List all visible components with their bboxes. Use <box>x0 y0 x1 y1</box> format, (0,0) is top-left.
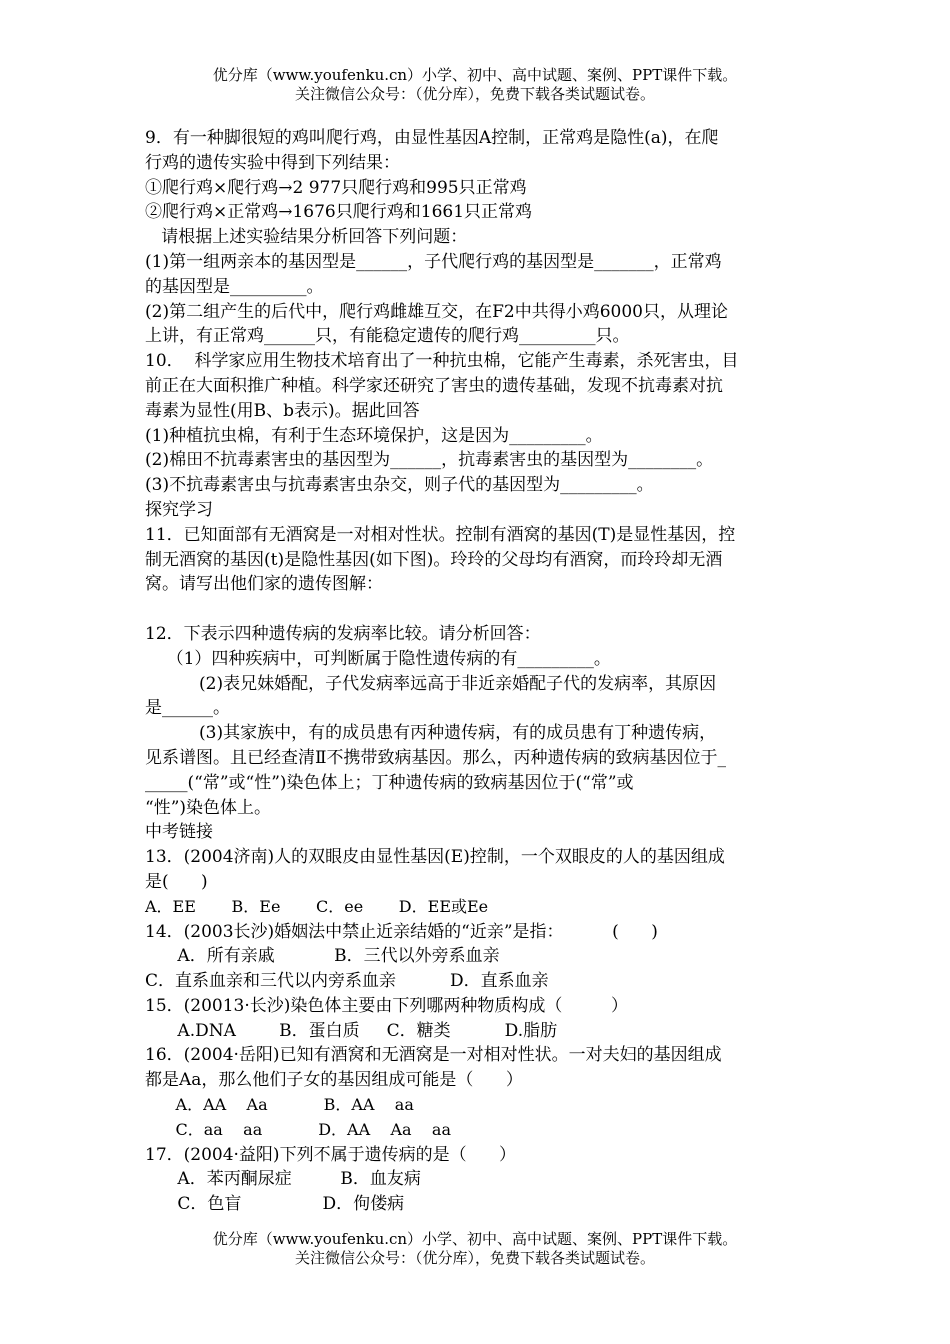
question-15 <box>145 994 810 1044</box>
q12-line: (3)其家族中，有的成员患有丙种遗传病，有的成员患有丁种遗传病， <box>145 723 717 744</box>
q11-line: 窝。请写出他们家的遗传图解： <box>145 574 383 595</box>
q12-line: (2)表兄妹婚配，子代发病率远高于非近亲婚配子代的发病率，其原因 <box>145 673 717 694</box>
header-line-2: 关注微信公众号：（优分库），免费下载各类试题试卷。 <box>294 85 655 103</box>
q14-options: C．直系血亲和三代以内旁系血亲 D．直系血亲 <box>145 971 549 992</box>
question-13 <box>145 845 810 919</box>
q13-options: A．EE B．Ee C．ee D．EE或Ee <box>145 896 489 916</box>
q12-line: “性”)染色体上。 <box>145 797 272 818</box>
q15-options: A.DNA B．蛋白质 C．糖类 D.脂肪 <box>145 1020 558 1041</box>
header-line-1: 优分库（www.youfenku.cn）小学、初中、高中试题、案例、PPT课件下载。 <box>212 66 738 84</box>
q16-options: A．AA Aa B．AA aa <box>145 1095 414 1115</box>
q15-line: 15．(20013·长沙)染色体主要由下列哪两种物质构成（ ） <box>145 995 629 1016</box>
q9-line: ②爬行鸡×正常鸡→1676只爬行鸡和1661只正常鸡 <box>145 202 533 223</box>
question-16 <box>145 1043 810 1142</box>
section-heading-exam: 中考链接 <box>145 822 213 843</box>
page-header <box>0 66 950 104</box>
q16-line: 都是Aa，那么他们子女的基因组成可能是（ ） <box>145 1070 523 1091</box>
q11-line: 11．已知面部有无酒窝是一对相对性状。控制有酒窝的基因(T)是显性基因，控 <box>145 524 736 545</box>
q10-line: (3)不抗毒素害虫与抗毒素害虫杂交，则子代的基因型为_________。 <box>145 475 654 496</box>
q17-options: A．苯丙酮尿症 B．血友病 <box>145 1169 421 1190</box>
section-heading-explore: 探究学习 <box>145 499 213 520</box>
q16-options: C．aa aa D．AA Aa aa <box>145 1119 452 1139</box>
q10-line: (1)种植抗虫棉，有利于生态环境保护，这是因为_________。 <box>145 425 603 446</box>
footer-line-2: 关注微信公众号：（优分库），免费下载各类试题试卷。 <box>294 1249 655 1267</box>
q12-line: 12．下表示四种遗传病的发病率比较。请分析回答： <box>145 623 541 644</box>
q10-line: 毒素为显性(用B、b表示)。据此回答 <box>145 400 420 421</box>
q10-line: 前正在大面积推广种植。科学家还研究了害虫的遗传基础，发现不抗毒素对抗 <box>145 375 723 396</box>
q9-line: 9．有一种脚很短的鸡叫爬行鸡，由显性基因A控制，正常鸡是隐性(a)，在爬 <box>145 128 719 148</box>
q12-line: 见系谱图。且已经查清Ⅱ不携带致病基因。那么，丙种遗传病的致病基因位于_ <box>145 747 727 768</box>
q12-line: （1）四种疾病中，可判断属于隐性遗传病的有_________。 <box>145 648 611 669</box>
q13-line: 是( ) <box>145 871 208 892</box>
q9-line: 行鸡的遗传实验中得到下列结果： <box>145 152 400 173</box>
q14-options: A．所有亲戚 B．三代以外旁系血亲 <box>145 946 500 967</box>
q16-line: 16．(2004·岳阳)已知有酒窝和无酒窝是一对相对性状。一对夫妇的基因组成 <box>145 1045 722 1066</box>
q11-line: 制无酒窝的基因(t)是隐性基因(如下图)。玲玲的父母均有酒窝，而玲玲却无酒 <box>145 549 723 570</box>
q10-line: 10． 科学家应用生物技术培育出了一种抗虫棉，它能产生毒素，杀死害虫，目 <box>145 351 739 372</box>
blank-space <box>145 597 810 622</box>
question-12 <box>145 622 810 820</box>
question-9 <box>145 126 810 349</box>
q13-line: 13．(2004济南)人的双眼皮由显性基因(E)控制，一个双眼皮的人的基因组成 <box>145 847 725 868</box>
page-footer <box>0 1230 950 1268</box>
q9-line: (2)第二组产生的后代中，爬行鸡雌雄互交，在F2中共得小鸡6000只，从理论 <box>145 301 728 322</box>
q9-line: (1)第一组两亲本的基因型是______，子代爬行鸡的基因型是_______，正常鸡 <box>145 251 722 272</box>
q14-line: 14．(2003长沙)婚姻法中禁止近亲结婚的“近亲”是指： ( ) <box>145 921 658 942</box>
q9-line: 上讲，有正常鸡______只，有能稳定遗传的爬行鸡_________只。 <box>145 326 630 347</box>
question-14 <box>145 920 810 994</box>
q9-line: 请根据上述实验结果分析回答下列问题： <box>145 227 468 248</box>
question-17 <box>145 1143 810 1217</box>
question-11 <box>145 523 810 597</box>
question-10 <box>145 349 810 498</box>
q10-line: (2)棉田不抗毒素害虫的基因型为______，抗毒素害虫的基因型为________。 <box>145 450 714 471</box>
document-body <box>145 126 810 1217</box>
q12-line: _____(“常”或“性”)染色体上；丁种遗传病的致病基因位于(“常”或 <box>145 772 634 793</box>
q9-line: ①爬行鸡×爬行鸡→2 977只爬行鸡和995只正常鸡 <box>145 177 527 198</box>
footer-line-1: 优分库（www.youfenku.cn）小学、初中、高中试题、案例、PPT课件下载。 <box>212 1230 738 1248</box>
q17-options: C．色盲 D．佝偻病 <box>145 1194 405 1215</box>
q17-line: 17．(2004·益阳)下列不属于遗传病的是（ ） <box>145 1144 516 1165</box>
q9-line: 的基因型是_________。 <box>145 276 324 297</box>
q12-line: 是______。 <box>145 698 230 719</box>
